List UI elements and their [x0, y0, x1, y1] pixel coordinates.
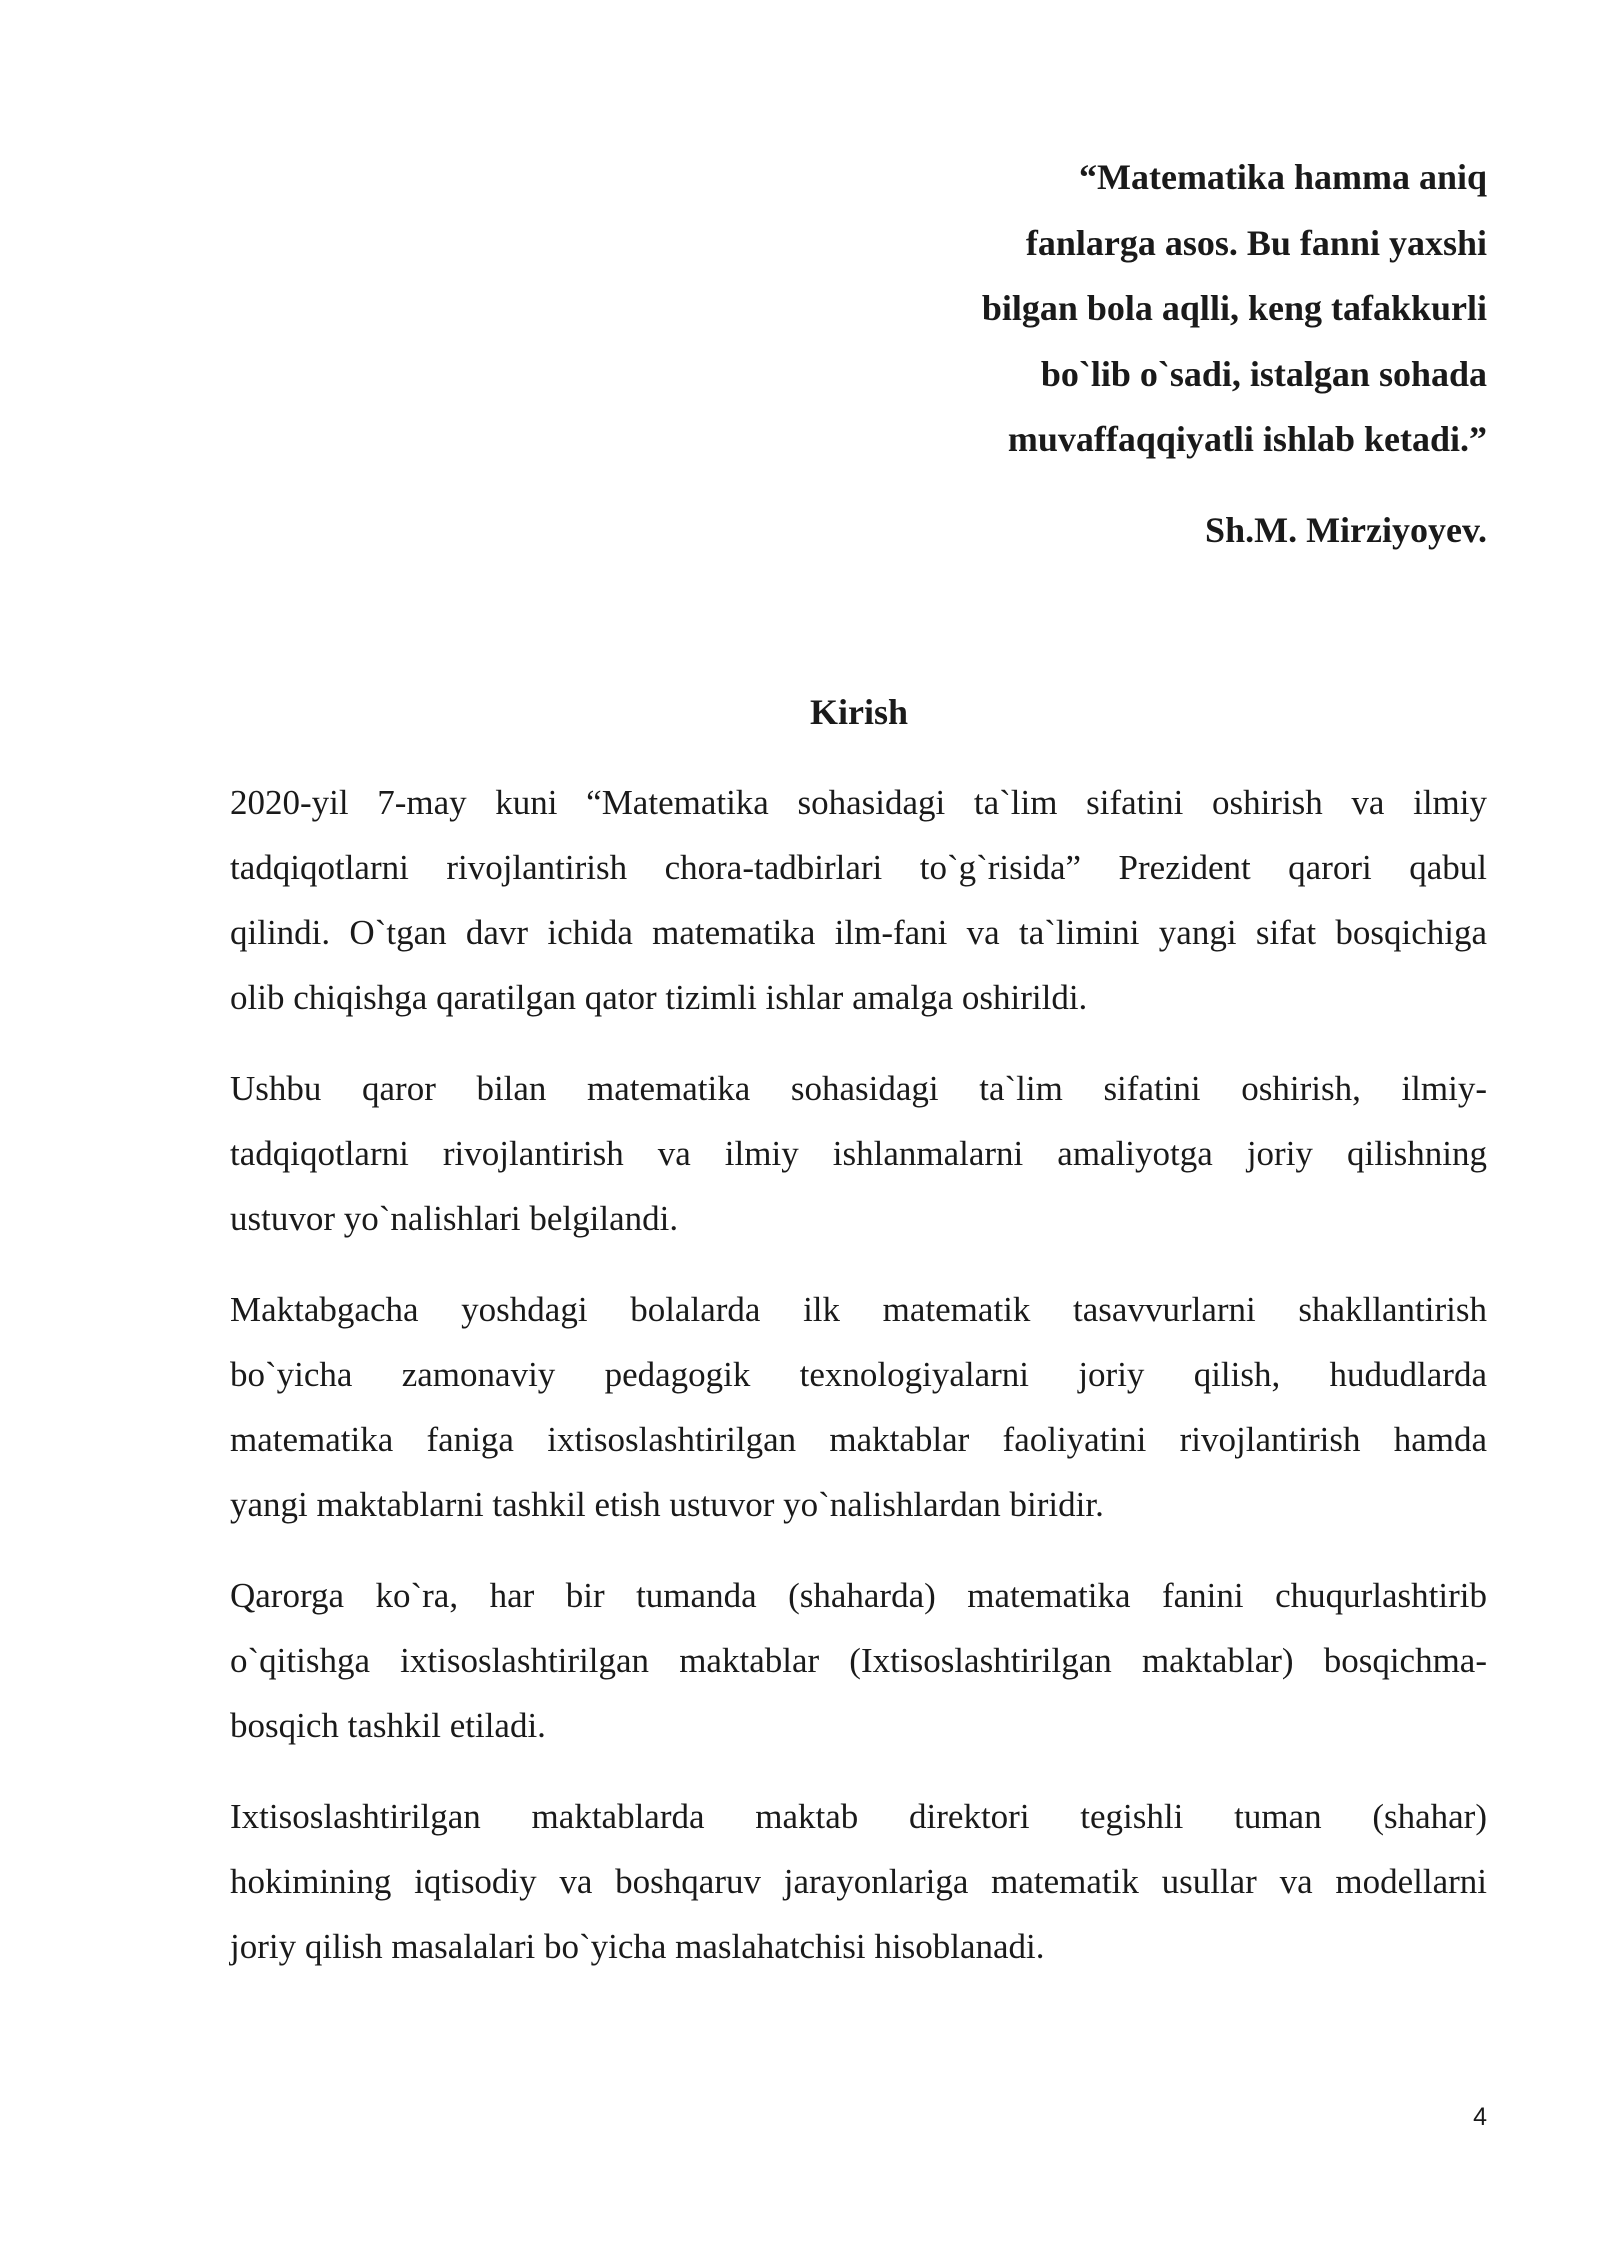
paragraph-line: tadqiqotlarni rivojlantirish va ilmiy ishlanmalarni amaliyotga joriy qilishning	[230, 1134, 1487, 1173]
paragraph-line: matematika faniga ixtisoslashtirilgan maktablar faoliyatini rivojlantirish hamda	[230, 1420, 1487, 1459]
paragraph-line: Ushbu qaror bilan matematika sohasidagi ta`lim sifatini oshirish, ilmiy-	[230, 1069, 1487, 1108]
paragraph-line: 2020-yil 7-may kuni “Matematika sohasidagi ta`lim sifatini oshirish va ilmiy	[230, 783, 1487, 822]
epigraph-line: bo`lib o`sadi, istalgan sohada	[1040, 353, 1487, 394]
paragraph-line: qilindi. O`tgan davr ichida matematika ilm-fani va ta`limini yangi sifat bosqichiga	[230, 913, 1487, 952]
paragraph-line: yangi maktablarni tashkil etish ustuvor yo`nalishlardan biridir.	[230, 1485, 1104, 1524]
page-number: 4	[1473, 2103, 1487, 2131]
paragraph-line: Ixtisoslashtirilgan maktablarda maktab direktori tegishli tuman (shahar)	[230, 1797, 1487, 1836]
paragraph-line: bosqich tashkil etiladi.	[230, 1706, 546, 1745]
paragraph-line: Qarorga ko`ra, har bir tumanda (shaharda) matematika fanini chuqurlashtirib	[230, 1576, 1487, 1615]
paragraph	[230, 1563, 1487, 1758]
epigraph-line: muvaffaqqiyatli ishlab ketadi.”	[1007, 419, 1487, 459]
epigraph-line: fanlarga asos. Bu fanni yaxshi	[1025, 222, 1487, 263]
paragraph	[230, 1056, 1487, 1251]
paragraph-line: tadqiqotlarni rivojlantirish chora-tadbirlari to`g`risida” Prezident qarori qabul	[230, 848, 1487, 887]
paragraph-line: o`qitishga ixtisoslashtirilgan maktablar (Ixtisoslashtirilgan maktablar) bosqichma-	[230, 1641, 1487, 1680]
paragraph-line: hokimining iqtisodiy va boshqaruv jarayonlariga matematik usullar va modellarni	[230, 1862, 1487, 1901]
epigraph-author: Sh.M. Mirziyoyev.	[1205, 510, 1487, 550]
paragraph-line: Maktabgacha yoshdagi bolalarda ilk matematik tasavvurlarni shakllantirish	[230, 1290, 1487, 1329]
paragraph-line: bo`yicha zamonaviy pedagogik texnologiyalarni joriy qilish, hududlarda	[230, 1355, 1487, 1394]
paragraph	[230, 770, 1487, 1030]
paragraph	[230, 1784, 1487, 1979]
paragraph	[230, 1277, 1487, 1537]
paragraph-line: joriy qilish masalalari bo`yicha maslahatchisi hisoblanadi.	[230, 1927, 1045, 1966]
section-title: Kirish	[809, 692, 908, 732]
epigraph-line: “Matematika hamma aniq	[1079, 157, 1487, 197]
body-text	[230, 770, 1487, 2005]
paragraph-line: ustuvor yo`nalishlari belgilandi.	[230, 1199, 679, 1238]
paragraph-line: olib chiqishga qaratilgan qator tizimli ishlar amalga oshirildi.	[230, 978, 1088, 1017]
epigraph-line: bilgan bola aqlli, keng tafakkurli	[981, 288, 1487, 328]
epigraph-quote	[867, 145, 1487, 473]
